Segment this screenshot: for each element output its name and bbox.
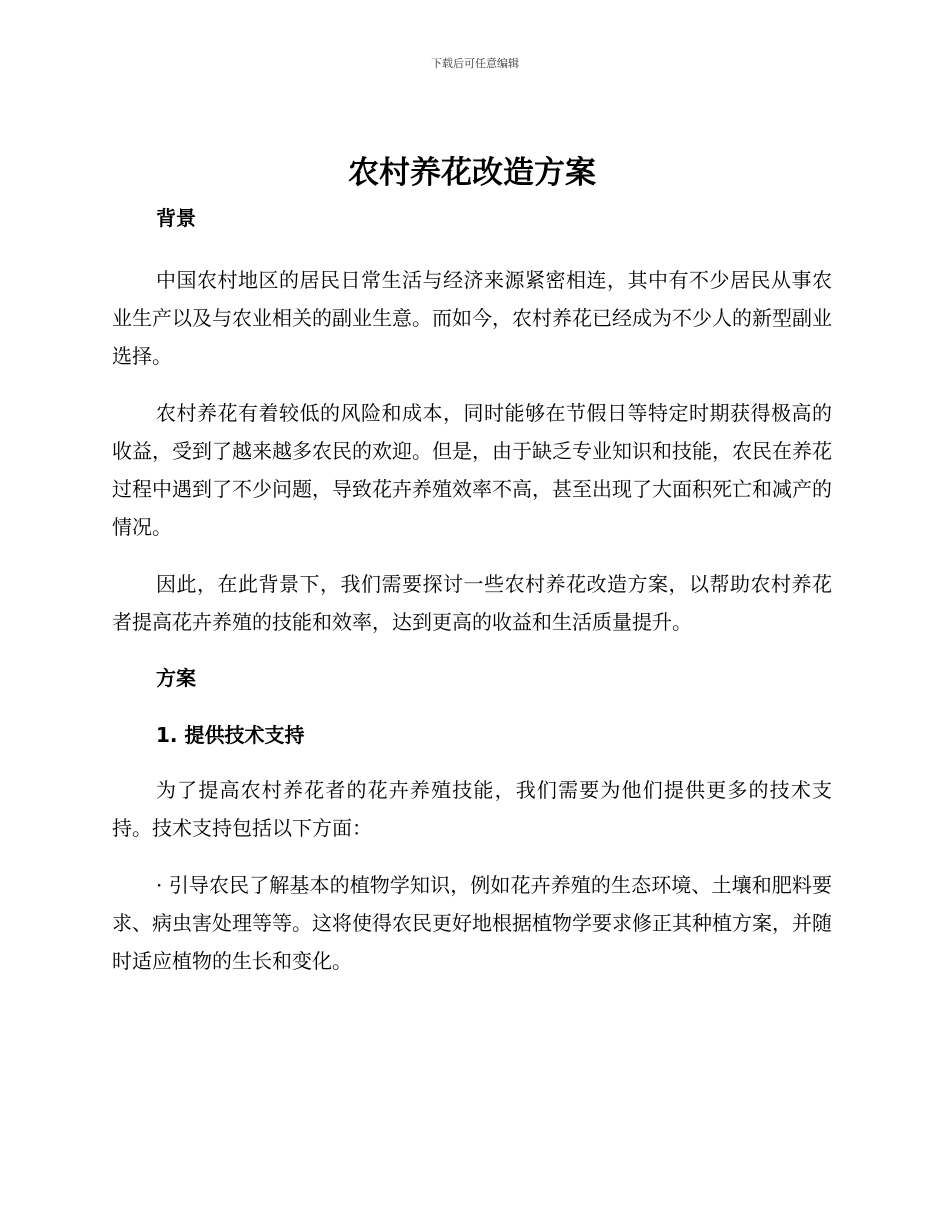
document-body	[112, 150, 832, 980]
section-heading-plan: 方案	[156, 666, 196, 690]
background-paragraph-1: 中国农村地区的居民日常生活与经济来源紧密相连，其中有不少居民从事农业生产以及与农业相关的副业生意。而如今，农村养花已经成为不少人的新型副业选择。	[112, 268, 832, 368]
background-paragraph-3: 因此，在此背景下，我们需要探讨一些农村养花改造方案，以帮助农村养花者提高花卉养殖的技能和效率，达到更高的收益和生活质量提升。	[112, 572, 832, 634]
document-title: 农村养花改造方案	[348, 155, 596, 191]
background-paragraph-2: 农村养花有着较低的风险和成本，同时能够在节假日等特定时期获得极高的收益，受到了越来越多农民的欢迎。但是，由于缺乏专业知识和技能，农民在养花过程中遇到了不少问题，导致花卉养殖效率不高，甚至出现了大面积死亡和减产的情况。	[112, 401, 832, 539]
subsection-heading-technical-support: 1. 提供技术支持	[156, 723, 305, 747]
technical-support-paragraph: 为了提高农村养花者的花卉养殖技能，我们需要为他们提供更多的技术支持。技术支持包括以下方面：	[112, 778, 832, 840]
section-heading-background: 背景	[156, 206, 196, 230]
header-note: 下载后可任意编辑	[431, 57, 519, 70]
bullet-item: · 引导农民了解基本的植物学知识，例如花卉养殖的生态环境、土壤和肥料要求、病虫害处理等等。这将使得农民更好地根据植物学要求修正其种植方案，并随时适应植物的生长和变化。	[112, 873, 832, 973]
